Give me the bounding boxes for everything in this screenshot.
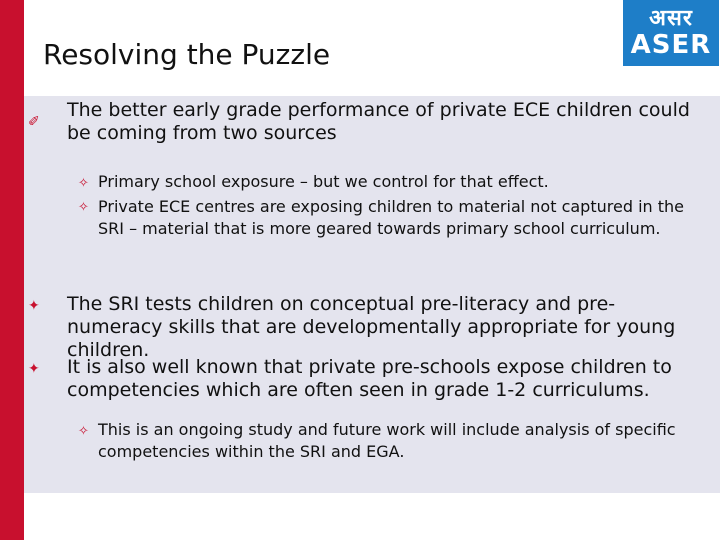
diamond-bullet-icon: ✧ — [78, 200, 89, 215]
sub-bullet-text-1-1: Primary school exposure – but we control for that effect. — [98, 172, 549, 191]
bullet-text-2: The SRI tests children on conceptual pre-literacy and pre-numeracy skills that are developmentally appropriate for young children. — [67, 293, 676, 361]
bullet-text-1: The better early grade performance of private ECE children could be coming from two sources — [67, 99, 690, 144]
sub-bullet-text-3-1: This is an ongoing study and future work will include analysis of specific competencies within the SRI and EGA. — [98, 420, 676, 461]
star-bullet-icon: ✦ — [28, 298, 40, 314]
aser-logo — [623, 0, 719, 66]
left-accent-bar — [0, 0, 24, 540]
diamond-bullet-icon: ✧ — [78, 424, 89, 439]
logo-english-text: ASER — [630, 30, 712, 60]
diamond-bullet-icon: ✧ — [78, 176, 89, 191]
star-bullet-icon: ✦ — [28, 361, 40, 377]
slide-title: Resolving the Puzzle — [43, 38, 331, 71]
pencil-bullet-icon: ✐ — [28, 114, 40, 130]
logo-hindi-text: असर — [649, 6, 693, 31]
bullet-text-3: It is also well known that private pre-schools expose children to competencies which are often seen in grade 1-2 curriculums. — [67, 356, 672, 401]
content-panel — [24, 96, 720, 493]
sub-bullet-text-1-2: Private ECE centres are exposing children to material not captured in the SRI – material that is more geared towards primary school curriculum. — [98, 197, 684, 238]
